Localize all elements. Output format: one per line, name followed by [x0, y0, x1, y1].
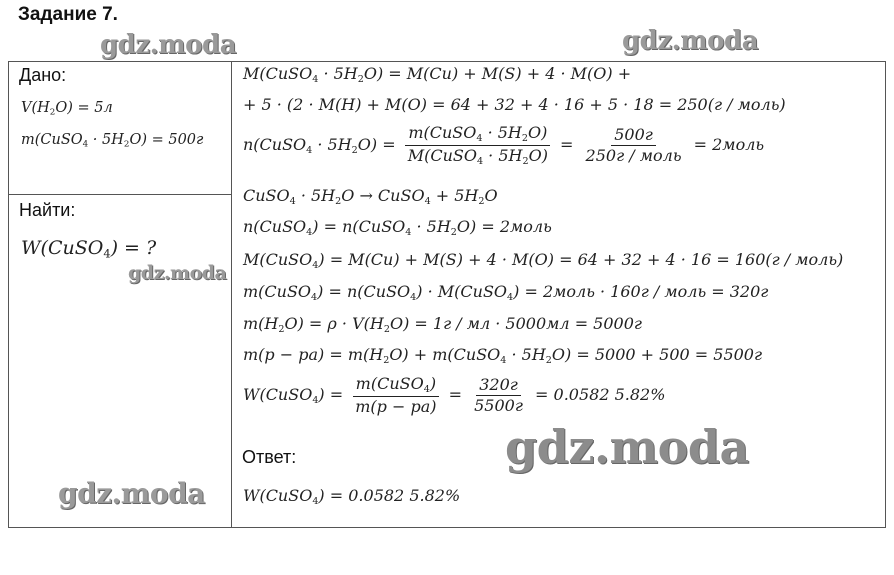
watermark-logo: gdz.moda: [58, 477, 205, 510]
molar-mass-anhydrous: M(CuSO$_4$) = M(Cu) + M(S) + 4 · M(O) = 64 + 32 + 4 · 16 = 160(г / моль): [243, 250, 844, 271]
mass-fraction-fraction: $\frac{m(CuSO_4)}{m(р - ра)}$: [352, 375, 439, 416]
given-label: Дано:: [19, 65, 67, 85]
moles-fraction: $\frac{m(CuSO_4 \cdot 5H_2O)}{M(CuSO_4 \cdot 5H_2O)}$: [405, 124, 551, 167]
find-label: Найти:: [19, 200, 76, 220]
solution-table: [8, 61, 886, 528]
moles-hydrate-equation: n(CuSO$_4$ · $5H_2O$) = $\frac{m(CuSO_4 \cdot 5H_2O)}{M(CuSO_4 \cdot 5H_2O)}$ = $\frac{500г}{\text{250г / моль}}$ = 2моль: [243, 123, 765, 167]
watermark-logo: gdz.moda: [128, 262, 227, 284]
molar-mass-line-1: M(CuSO$_4$ · $5H_2O) = M(Cu) + M(S) + 4 \cdot M(O)$ +: [243, 64, 632, 85]
mass-solution: $m(р - ра) = m(H_2O)$ + m(CuSO$_4$ · $5H_2O) = 5000 + 500 = 5500г$: [243, 345, 763, 366]
mass-water: $m(H_2O) = \rho \cdot V(H_2O) = 1г$ / мл · 5000мл = 5000г: [243, 314, 642, 335]
mass-fraction-equation: W(CuSO$_4$) = $\frac{m(CuSO_4)}{m(р - ра)}$ = $\frac{320г}{5500г}$ = 0.0582 5.82%: [243, 374, 666, 416]
mass-fraction-value-fraction: $\frac{320г}{5500г}$: [474, 374, 523, 416]
answer-label: Ответ:: [242, 447, 297, 467]
moles-value-fraction: $\frac{500г}{\text{250г / моль}}$: [585, 124, 682, 165]
answer-expression: W(CuSO$_4$) = 0.0582 5.82%: [243, 486, 461, 507]
row-divider: [9, 194, 231, 195]
task-title: Задание 7.: [18, 4, 118, 25]
molar-mass-line-2: + 5 · (2 · M(H) + M(O) = 64 + 32 + 4 · 16 + 5 · 18 = 250(г / моль): [243, 95, 786, 114]
find-expression: W(CuSO$_4$) = ?: [21, 237, 157, 261]
column-divider: [231, 62, 232, 527]
watermark-logo: gdz.moda: [505, 420, 749, 474]
watermark-logo: gdz.moda: [622, 26, 759, 56]
reaction-equation: CuSO$_4$ · $5H_2O$ → CuSO$_4$ + $5H_2O$: [243, 186, 498, 207]
moles-equality: n(CuSO$_4$) = n(CuSO$_4$ · $5H_2O$) = 2моль: [243, 217, 552, 238]
given-mass: m(CuSO$_4$ · $5H_2O) = 500г$: [21, 132, 204, 150]
mass-anhydrous: m(CuSO$_4$) = n(CuSO$_4$) · M(CuSO$_4$) = 2моль · 160г / моль = 320г: [243, 282, 769, 303]
watermark-logo: gdz.moda: [100, 30, 237, 60]
given-volume: $V(H_2O) = 5л$: [21, 100, 113, 118]
